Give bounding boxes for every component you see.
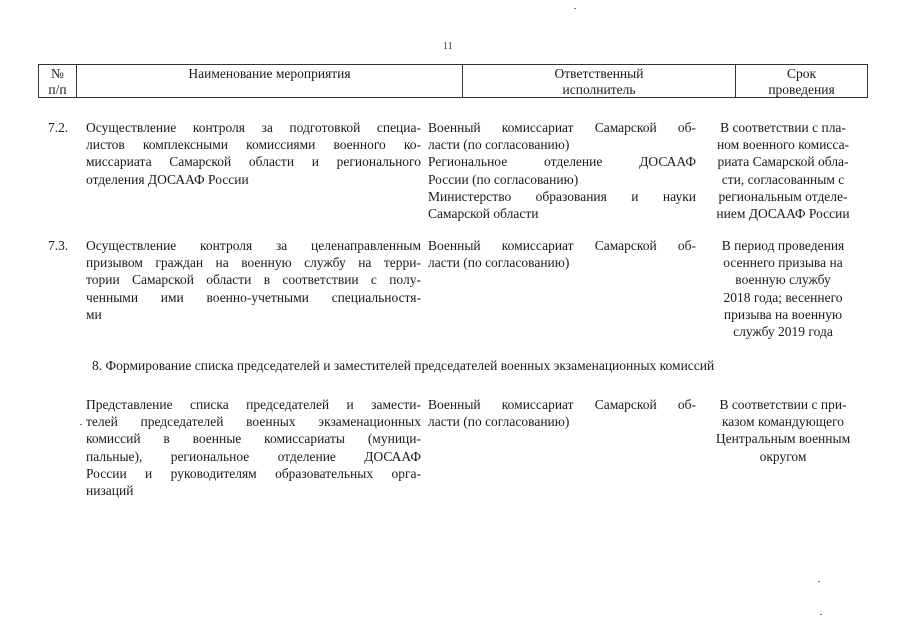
table-header: [38, 64, 868, 98]
row-executor: [428, 119, 696, 222]
row-executor: [428, 237, 696, 271]
row-number: 7.2.: [48, 120, 69, 135]
text-line: ми: [86, 306, 102, 322]
text-line: низаций: [86, 483, 134, 499]
text-line: В соответствии с при-: [719, 397, 847, 412]
text-line: военную службу: [735, 272, 831, 288]
text-line: осеннего призыва на: [723, 255, 843, 271]
text-line: Военный комиссариат Самарской об-: [428, 397, 696, 412]
text-line: пальные), региональное отделение ДОСААФ: [86, 448, 421, 464]
header-col-term-line2: проведения: [768, 82, 835, 97]
text-line: комиссий в военные комиссариаты (муници-: [86, 431, 421, 447]
scan-speck: [574, 8, 576, 9]
text-line: округом: [759, 448, 807, 464]
scan-speck: [80, 424, 82, 425]
header-col-executor-line2: исполнитель: [562, 82, 636, 97]
text-line: призыва на военную: [723, 306, 843, 322]
header-col-name: [77, 65, 463, 97]
text-line: отделения ДОСААФ России: [86, 171, 249, 187]
text-line: Осуществление контроля за подготовкой специа-: [86, 120, 421, 135]
header-col-executor-line1: Ответственный: [554, 66, 644, 81]
header-col-number: [39, 65, 77, 97]
scan-speck: [818, 581, 820, 582]
row-executor: [428, 396, 696, 430]
text-line: ласти (по согласованию): [428, 414, 570, 430]
header-col-term-line1: Срок: [786, 66, 817, 81]
text-line: Центральным военным: [715, 431, 851, 447]
text-line: ном военного комисса-: [716, 137, 850, 153]
text-line: призывом граждан на военную службу на терри-: [86, 255, 421, 271]
scan-speck: [820, 614, 822, 615]
text-line: ченными ими военно-учетными специальностя-: [86, 289, 421, 305]
text-line: нием ДОСААФ России: [716, 206, 850, 222]
row-term: [702, 237, 864, 340]
header-col-number-line2: п/п: [48, 82, 67, 97]
text-line: России (по согласованию): [428, 171, 579, 187]
text-line: службу 2019 года: [733, 324, 833, 340]
text-line: Представление списка председателей и замести-: [86, 397, 421, 412]
text-line: Самарской области: [428, 206, 539, 222]
text-line: региональным отделе-: [718, 188, 848, 204]
text-line: Военный комиссариат Самарской об-: [428, 120, 696, 135]
header-col-number-line1: №: [51, 66, 64, 81]
header-col-name-label: Наименование мероприятия: [188, 66, 351, 81]
text-line: В соответствии с пла-: [720, 120, 846, 135]
row-number: 7.3.: [48, 238, 69, 253]
row-activity: [86, 396, 421, 499]
text-line: ласти (по согласованию): [428, 255, 570, 271]
text-line: Министерство образования и науки: [428, 188, 696, 204]
text-line: листов комплексными комиссиями военного ко-: [86, 137, 421, 153]
text-line: 2018 года; весеннего: [723, 289, 843, 305]
page-number: 11: [443, 41, 453, 52]
text-line: Военный комиссариат Самарской об-: [428, 238, 696, 253]
text-line: России и руководителям образовательных орга-: [86, 465, 421, 481]
row-term: [702, 396, 864, 465]
row-activity: [86, 119, 421, 188]
section-title: 8. Формирование списка председателей и заместителей председателей военных экзаменационных комиссий: [92, 358, 715, 373]
text-line: В период проведения: [721, 238, 845, 253]
text-line: сти, согласованным с: [721, 171, 845, 187]
text-line: Осуществление контроля за целенаправленным: [86, 238, 421, 253]
row-term: [702, 119, 864, 222]
header-col-executor: [463, 65, 736, 97]
text-line: риата Самарской обла-: [717, 154, 849, 170]
text-line: Региональное отделение ДОСААФ: [428, 154, 696, 170]
text-line: телей председателей военных экзаменационных: [86, 414, 421, 430]
text-line: миссариата Самарской области и регионального: [86, 154, 421, 170]
text-line: ласти (по согласованию): [428, 137, 570, 153]
text-line: тории Самарской области в соответствии с полу-: [86, 272, 421, 288]
header-col-term: [736, 65, 867, 97]
text-line: казом командующего: [721, 414, 845, 430]
row-activity: [86, 237, 421, 323]
